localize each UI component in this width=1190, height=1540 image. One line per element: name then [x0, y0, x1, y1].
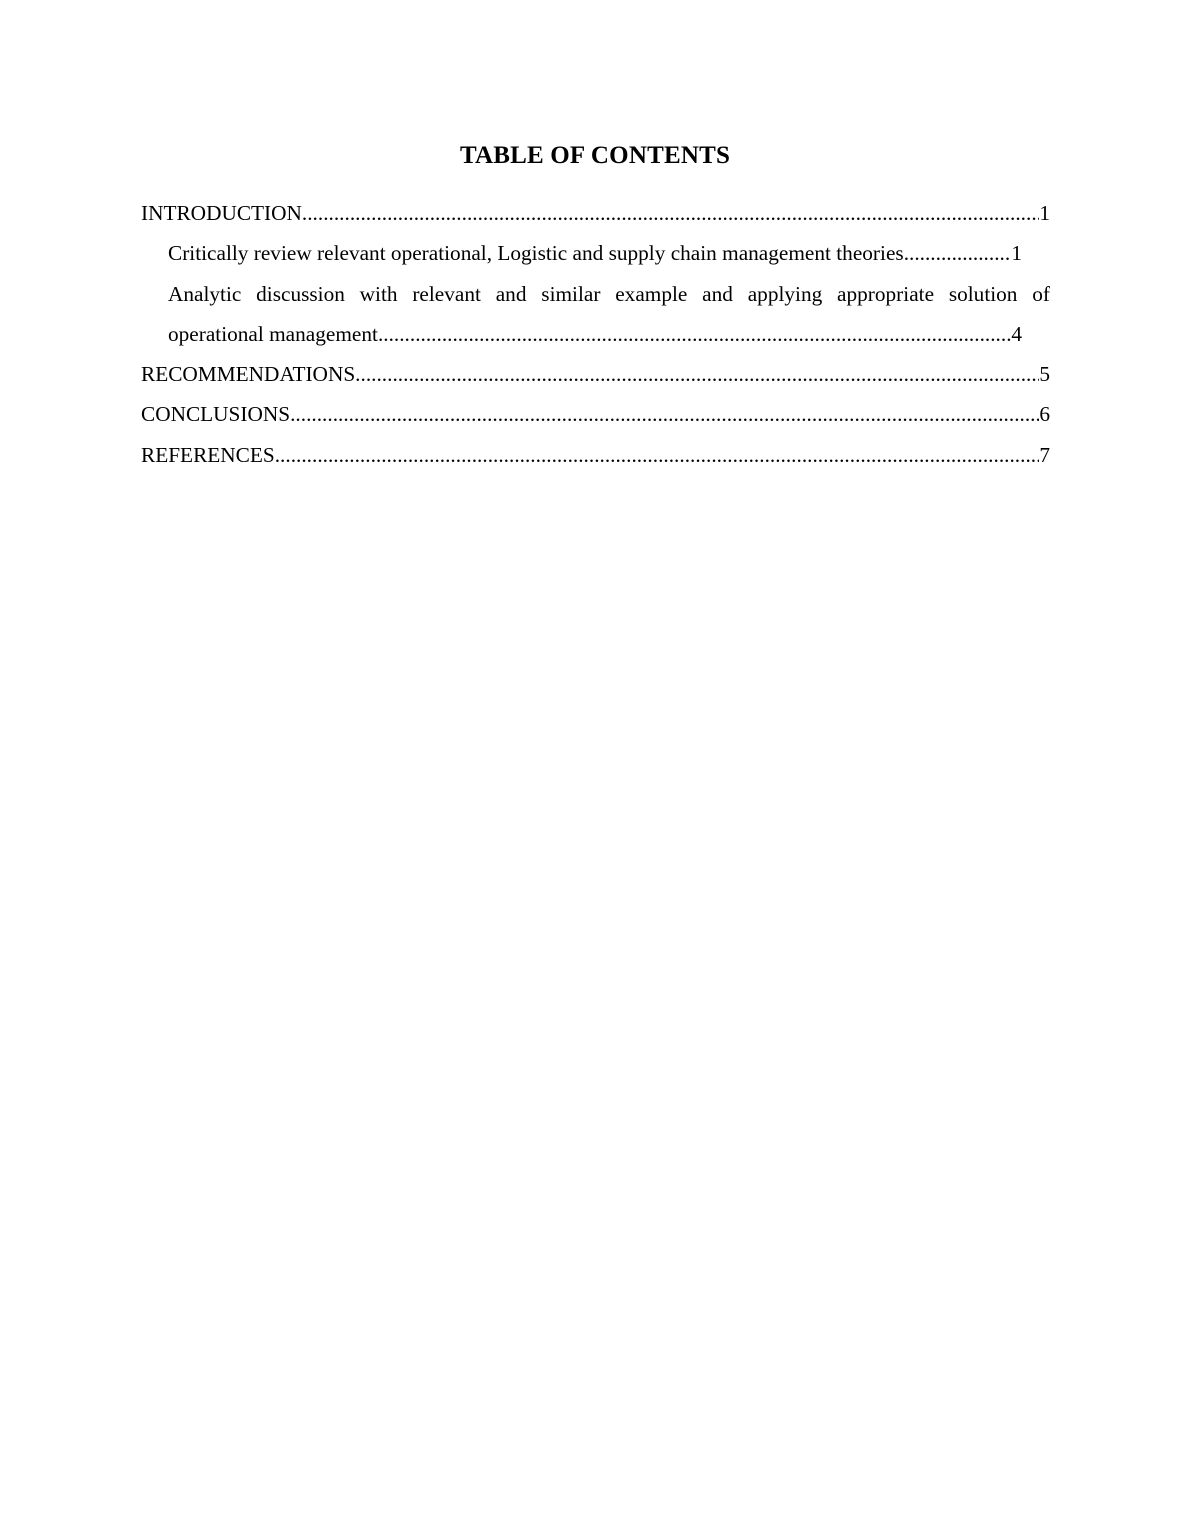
toc-entry-label: RECOMMENDATIONS — [141, 362, 356, 387]
toc-page-number: 1 — [1039, 201, 1050, 225]
toc-entry-conclusions[interactable] — [141, 394, 1050, 434]
toc-page-number: 4 — [1011, 321, 1022, 346]
toc-entry-label: CONCLUSIONS — [141, 402, 291, 427]
toc-entry-analytic-discussion[interactable] — [168, 274, 1050, 355]
toc-title: TABLE OF CONTENTS — [459, 142, 731, 169]
toc-dot-leader — [275, 435, 1040, 475]
toc-entry-label-line1: Analytic discussion with relevant and similar example and applying appropriate solution of — [168, 281, 1050, 306]
toc-entry-label: REFERENCES — [141, 442, 275, 467]
toc-entry-references[interactable] — [141, 435, 1050, 475]
toc-dot-leader — [302, 193, 1039, 233]
toc-entry-second-line — [168, 314, 1022, 354]
toc-entry-critical-review[interactable] — [168, 233, 1022, 273]
toc-page-number: 5 — [1039, 362, 1050, 387]
toc-list — [141, 193, 1050, 475]
toc-page-number: 1 — [1011, 241, 1022, 266]
toc-page-number: 6 — [1039, 402, 1050, 427]
toc-entry-recommendations[interactable] — [141, 354, 1050, 394]
toc-page-number: 7 — [1039, 442, 1050, 467]
toc-entry-label: Critically review relevant operational, Logistic and supply chain management theories — [168, 241, 904, 266]
toc-entry-label: INTRODUCTION — [141, 201, 302, 225]
toc-dot-leader — [904, 233, 1012, 273]
toc-dot-leader — [355, 354, 1039, 394]
toc-entry-label-line2: operational management — [168, 321, 378, 346]
toc-entry-introduction[interactable] — [141, 193, 1050, 233]
toc-dot-leader — [290, 394, 1039, 434]
toc-dot-leader — [378, 314, 1011, 354]
